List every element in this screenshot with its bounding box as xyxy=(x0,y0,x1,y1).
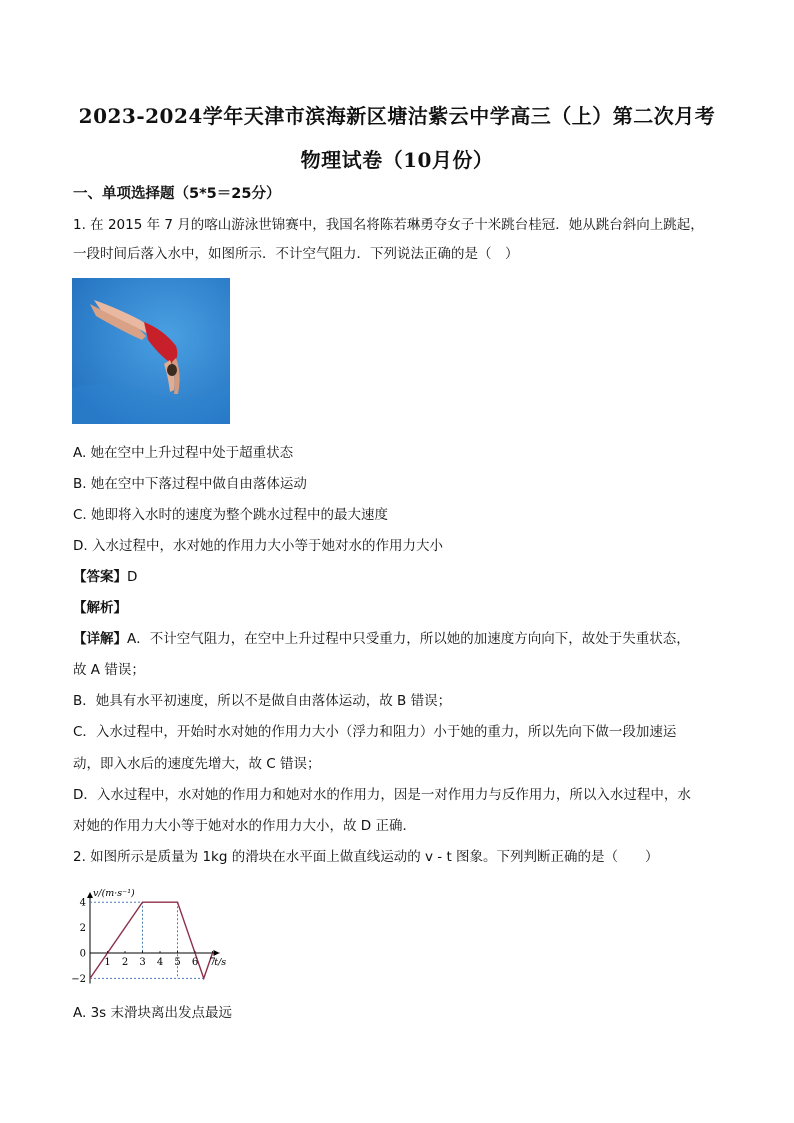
y-axis-label: v/(m·s⁻¹) xyxy=(93,888,135,900)
x-axis-label: t/s xyxy=(214,957,227,968)
vt-graph xyxy=(71,876,244,996)
detail-line-3: B．她具有水平初速度，所以不是做自由落体运动，故 B 错误； xyxy=(73,693,452,709)
q1-option-c: C. 她即将入水时的速度为整个跳水过程中的最大速度 xyxy=(73,507,389,523)
x-tick-label: 2 xyxy=(121,957,129,968)
x-tick-label: 1 xyxy=(104,957,111,968)
x-tick-label: 4 xyxy=(156,957,164,968)
guide-line-0 xyxy=(90,902,143,953)
detail-line-5: 动，即入水后的速度先增大，故 C 错误； xyxy=(73,756,321,772)
x-tick-label: 3 xyxy=(139,957,146,968)
exam-subtitle: 物理试卷（10月份） xyxy=(300,148,494,172)
exam-title: 2023-2024学年天津市滨海新区塘沽紫云中学高三（上）第二次月考 xyxy=(78,104,716,128)
detail-line-4: C．入水过程中，开始时水对她的作用力大小（浮力和阻力）小于她的重力，所以先向下做一段加速运 xyxy=(73,724,677,740)
detail-tag: 【详解】 xyxy=(73,631,127,647)
detail-text-1: A．不计空气阻力，在空中上升过程中只受重力，所以她的加速度方向向下，故处于失重状态， xyxy=(127,631,690,647)
detail-line-2: 故 A 错误； xyxy=(73,662,145,678)
section-heading: 一、单项选择题（5*5＝25分） xyxy=(73,186,281,202)
q1-answer xyxy=(73,568,137,586)
q1-option-b: B. 她在空中下落过程中做自由落体运动 xyxy=(73,476,307,492)
detail-line-6: D．入水过程中，水对她的作用力和她对水的作用力，因是一对作用力与反作用力，所以入水过程中，水 xyxy=(73,787,691,803)
x-tick-label: 5 xyxy=(174,957,181,968)
x-axis-arrow xyxy=(214,950,220,956)
x-tick-label: 6 xyxy=(191,957,199,968)
answer-value: D xyxy=(127,569,138,585)
detail-line-7: 对她的作用力大小等于她对水的作用力大小，故 D 正确． xyxy=(73,818,416,834)
q1-option-a: A. 她在空中上升过程中处于超重状态 xyxy=(73,445,294,461)
detail-line-1 xyxy=(73,630,690,648)
q1-stem-line-1: 1. 在 2015 年 7 月的喀山游泳世锦赛中，我国名将陈若琳勇夺女子十米跳台桂冠．她从跳台斜向上跳起， xyxy=(73,217,704,233)
x-tick-label: 7 xyxy=(209,957,216,968)
y-tick-label: 0 xyxy=(79,948,86,960)
q2-stem: 2. 如图所示是质量为 1kg 的滑块在水平面上做直线运动的 v - t 图象。下列判断正确的是（ ） xyxy=(73,849,659,865)
vt-graph-svg xyxy=(71,876,244,996)
answer-tag: 【答案】 xyxy=(73,569,127,585)
q1-option-d: D. 入水过程中，水对她的作用力大小等于她对水的作用力大小 xyxy=(73,538,443,554)
y-tick-label: −2 xyxy=(71,973,86,985)
analysis-tag: 【解析】 xyxy=(73,600,127,616)
diver-photo xyxy=(72,278,230,424)
y-tick-label: 2 xyxy=(79,923,86,935)
q1-stem-line-2: 一段时间后落入水中，如图所示．不计空气阻力．下列说法正确的是（ ） xyxy=(73,246,519,262)
q2-option-a: A. 3s 末滑块离出发点最远 xyxy=(73,1005,232,1021)
y-tick-label: 4 xyxy=(79,897,86,909)
